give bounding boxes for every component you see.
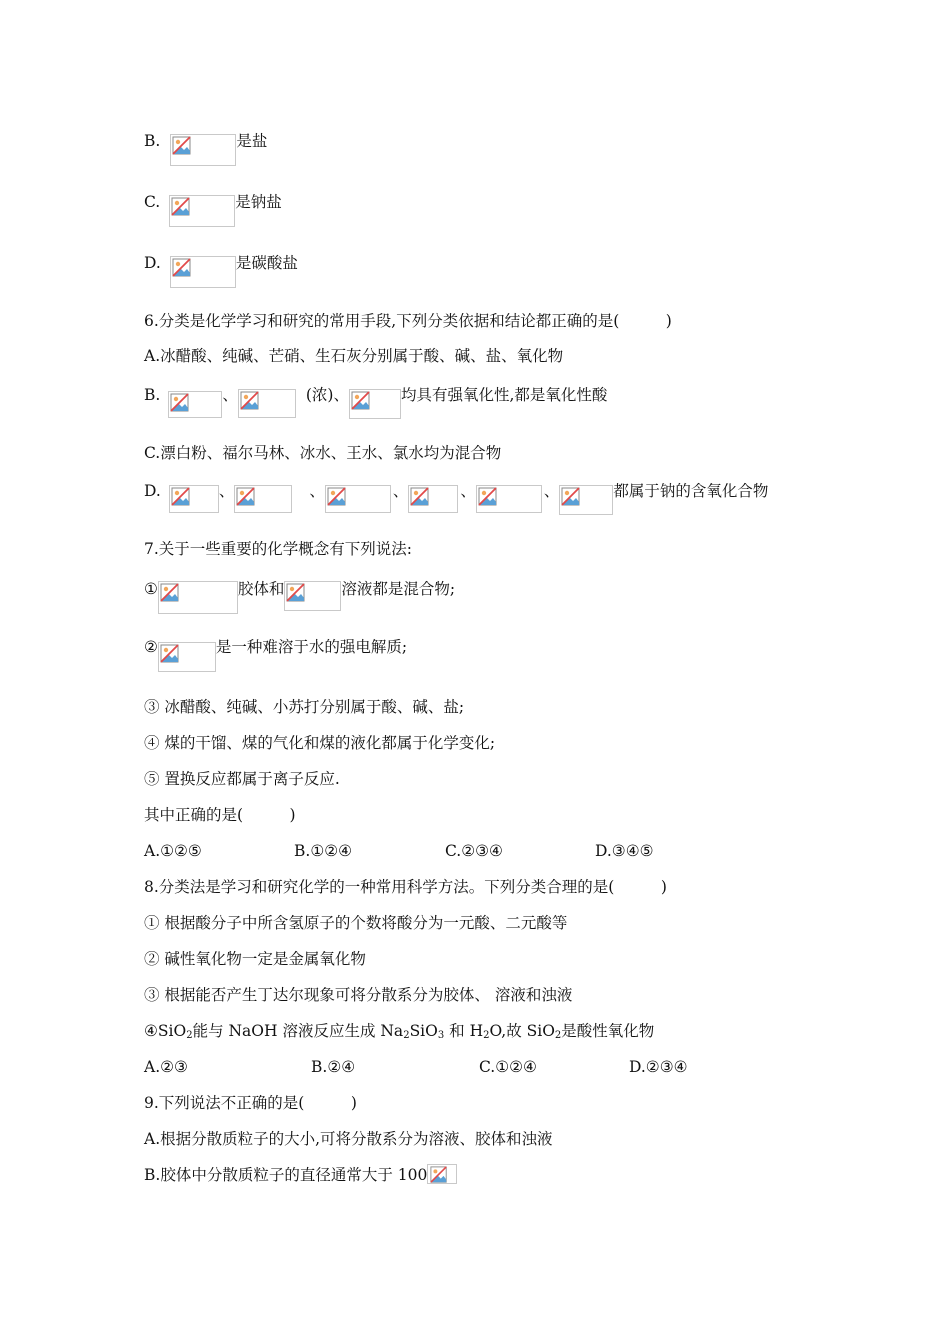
- q8-statement-3: [144, 984, 572, 1006]
- statement-text: ③ 根据能否产生丁达尔现象可将分散系分为胶体、 溶液和浊液: [144, 986, 573, 1004]
- option-label: D.: [144, 254, 161, 272]
- q5-option-c: [144, 191, 282, 227]
- statement-text: ④ 煤的干馏、煤的气化和煤的液化都属于化学变化;: [144, 734, 496, 752]
- formula-image: [284, 581, 341, 611]
- choice-d: D.③④⑤: [595, 842, 654, 860]
- option-label: D.: [144, 482, 161, 500]
- broken-image-icon: [172, 258, 192, 278]
- option-text: A.冰醋酸、纯碱、芒硝、生石灰分别属于酸、碱、盐、氧化物: [144, 347, 564, 365]
- q6-stem: [144, 310, 672, 332]
- option-text: 是钠盐: [235, 193, 282, 211]
- choice-a: A.①②⑤: [144, 842, 202, 860]
- separator: 、: [309, 482, 325, 500]
- separator: 、: [392, 482, 409, 500]
- formula-image: [325, 485, 391, 513]
- formula-image: [170, 256, 236, 288]
- choice-c: C.①②④: [479, 1058, 537, 1076]
- statement-mark: ②: [144, 638, 158, 656]
- statement-text: 溶液都是混合物;: [341, 580, 456, 598]
- choice-c: C.②③④: [445, 842, 503, 860]
- formula-image: [170, 134, 236, 166]
- broken-image-icon: [561, 487, 581, 507]
- choice-b: B.①②④: [294, 842, 353, 860]
- q8-stem: [144, 876, 667, 898]
- statement-text: ⑤ 置换反应都属于离子反应.: [144, 770, 340, 788]
- q6-option-a: [144, 345, 563, 367]
- q5-option-d: [144, 252, 298, 288]
- separator: (浓)、: [305, 386, 349, 404]
- option-text: 是盐: [236, 132, 268, 150]
- q9-stem: [144, 1092, 357, 1114]
- separator: 、: [222, 386, 238, 404]
- q7-statement-1: [144, 578, 455, 614]
- statement-text: ① 根据酸分子中所含氢原子的个数将酸分为一元酸、二元酸等: [144, 914, 568, 932]
- choice-b: B.②④: [311, 1058, 356, 1076]
- option-label: B.: [144, 386, 161, 404]
- option-label: B.: [144, 132, 161, 150]
- question-stem: 8.分类法是学习和研究化学的一种常用科学方法。下列分类合理的是( ): [144, 878, 667, 896]
- q7-question: [144, 804, 296, 826]
- formula-image: [559, 485, 613, 515]
- option-text: B.胶体中分散质粒子的直径通常大于 100: [144, 1166, 428, 1184]
- broken-image-icon: [240, 391, 260, 411]
- separator: 、: [218, 482, 235, 500]
- statement-text: 胶体和: [237, 580, 285, 598]
- formula-image: [234, 485, 292, 513]
- separator: 、: [460, 482, 476, 500]
- formula-image: [169, 485, 219, 513]
- q8-statement-2: [144, 948, 366, 970]
- formula-image: [427, 1164, 457, 1184]
- broken-image-icon: [171, 487, 191, 507]
- q6-option-b: [144, 384, 607, 419]
- q7-statement-4: [144, 732, 495, 754]
- option-text: 均具有强氧化性,都是氧化性酸: [400, 386, 608, 404]
- q6-option-c: [144, 442, 501, 464]
- q7-statement-5: [144, 768, 340, 790]
- statement-text: ④SiO$_2$能与 NaOH 溶液反应生成 $Na_2SiO_3$ 和 $H_2O$,故 SiO$_2$是酸性氧化物: [144, 1022, 655, 1041]
- formula-image: [238, 389, 296, 418]
- broken-image-icon: [171, 197, 191, 217]
- question-stem: 7.关于一些重要的化学概念有下列说法:: [144, 540, 413, 558]
- question-stem: 9.下列说法不正确的是( ): [144, 1094, 357, 1112]
- broken-image-icon: [429, 1166, 449, 1184]
- broken-image-icon: [478, 487, 498, 507]
- q7-statement-3: [144, 696, 464, 718]
- statement-text: ② 碱性氧化物一定是金属氧化物: [144, 950, 366, 968]
- formula-image: [408, 485, 458, 513]
- statement-text: ③ 冰醋酸、纯碱、小苏打分别属于酸、碱、盐;: [144, 698, 465, 716]
- broken-image-icon: [286, 583, 306, 603]
- separator: 、: [543, 482, 560, 500]
- option-text: 都属于钠的含氧化合物: [613, 482, 769, 500]
- formula-image: [476, 485, 542, 513]
- formula-image: [158, 642, 216, 672]
- choice-d: D.②③④: [629, 1058, 688, 1076]
- q8-statement-1: [144, 912, 567, 934]
- choice-a: A.②③: [144, 1058, 188, 1076]
- q6-option-d: [144, 480, 768, 515]
- broken-image-icon: [351, 391, 371, 411]
- statement-mark: ①: [144, 580, 158, 598]
- q9-option-a: [144, 1128, 553, 1150]
- q8-statement-4: [144, 1020, 654, 1047]
- broken-image-icon: [170, 393, 190, 413]
- broken-image-icon: [236, 487, 256, 507]
- broken-image-icon: [327, 487, 347, 507]
- formula-image: [169, 195, 235, 227]
- q7-stem: [144, 538, 412, 560]
- statement-text: 是一种难溶于水的强电解质;: [215, 638, 408, 656]
- formula-image: [349, 389, 401, 419]
- q7-statement-2: [144, 636, 407, 672]
- broken-image-icon: [160, 644, 180, 664]
- question-stem: 6.分类是化学学习和研究的常用手段,下列分类依据和结论都正确的是( ): [144, 312, 672, 330]
- option-text: 是碳酸盐: [235, 254, 298, 272]
- option-text: A.根据分散质粒子的大小,可将分散系分为溶液、胶体和浊液: [144, 1130, 553, 1148]
- broken-image-icon: [172, 136, 192, 156]
- option-label: C.: [144, 193, 161, 211]
- formula-image: [158, 581, 238, 614]
- option-text: C.漂白粉、福尔马林、冰水、王水、氯水均为混合物: [144, 444, 502, 462]
- q9-option-b: [144, 1164, 457, 1186]
- q5-option-b: [144, 130, 267, 166]
- formula-image: [168, 391, 222, 418]
- question-text: 其中正确的是( ): [144, 806, 296, 824]
- broken-image-icon: [160, 583, 180, 603]
- broken-image-icon: [410, 487, 430, 507]
